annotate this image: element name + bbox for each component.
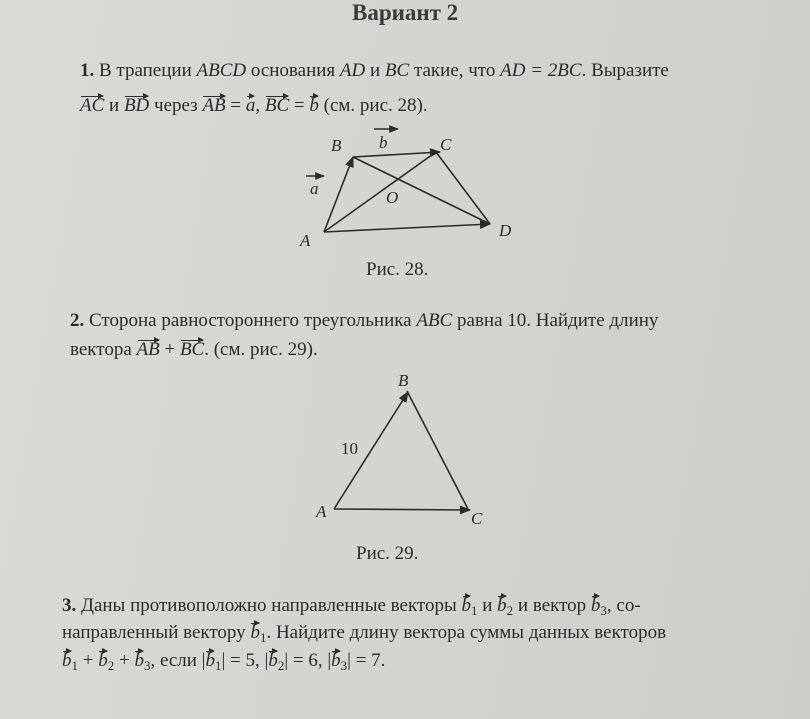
vector-ab: AB bbox=[202, 95, 226, 116]
label-vector-a: a bbox=[310, 179, 319, 198]
vector-bc-2: BC bbox=[179, 339, 205, 360]
label-vector-b: b bbox=[379, 133, 388, 152]
vector-bc: BC bbox=[264, 95, 290, 116]
figure-28-caption: Рис. 28. bbox=[366, 259, 429, 280]
label-side-10: 10 bbox=[341, 439, 358, 458]
vector-ab-2: AB bbox=[136, 339, 160, 360]
page-title: Вариант 2 bbox=[352, 0, 459, 25]
vector-a: a bbox=[245, 95, 256, 116]
label-b-29: B bbox=[398, 371, 409, 390]
problem-2-line-1: 2. Сторона равностороннего треугольника ABC равна 10. Найдите длину bbox=[70, 310, 659, 331]
label-c-vertex: C bbox=[440, 135, 452, 154]
label-d-vertex: D bbox=[499, 221, 512, 240]
edge-bc-29 bbox=[407, 391, 469, 511]
label-c-29: C bbox=[471, 509, 483, 528]
figure-29-caption: Рис. 29. bbox=[356, 543, 419, 564]
problem-3-number: 3. bbox=[62, 595, 77, 616]
label-o-point: O bbox=[386, 188, 399, 207]
vector-b: b bbox=[309, 95, 319, 116]
problem-1-line-2: AC и BD через AB = a, BC = b (см. рис. 28). bbox=[80, 95, 428, 116]
label-a-29: A bbox=[316, 502, 327, 521]
problem-2-number: 2. bbox=[70, 310, 85, 331]
vector-ac: AC bbox=[80, 95, 105, 116]
edge-ac-29 bbox=[334, 509, 470, 510]
vector-bd: BD bbox=[123, 95, 150, 116]
problem-3-line-1: 3. Даны противоположно направленные векторы $b_1$ и $b_2$ и вектор $b_3$, со- bbox=[62, 595, 641, 618]
problem-1-number: 1. bbox=[80, 60, 95, 81]
problem-1-line-1: 1. В трапеции ABCD основания AD и BC такие, что AD = 2BC. Выразите bbox=[80, 60, 669, 81]
problem-3-line-3: $b_1 + b_2 + b_3$, если $|b_1| = 5$, $|b_2| = 6$, $|b_3| = 7$. bbox=[62, 650, 386, 673]
problem-2-line-2: вектора AB + BC. (см. рис. 29). bbox=[70, 339, 318, 360]
label-b-vertex: B bbox=[331, 136, 342, 155]
label-a-vertex: A bbox=[300, 231, 311, 250]
problem-3-line-2: направленный вектору $b_1$. Найдите длину вектора суммы данных векторов bbox=[62, 622, 667, 645]
